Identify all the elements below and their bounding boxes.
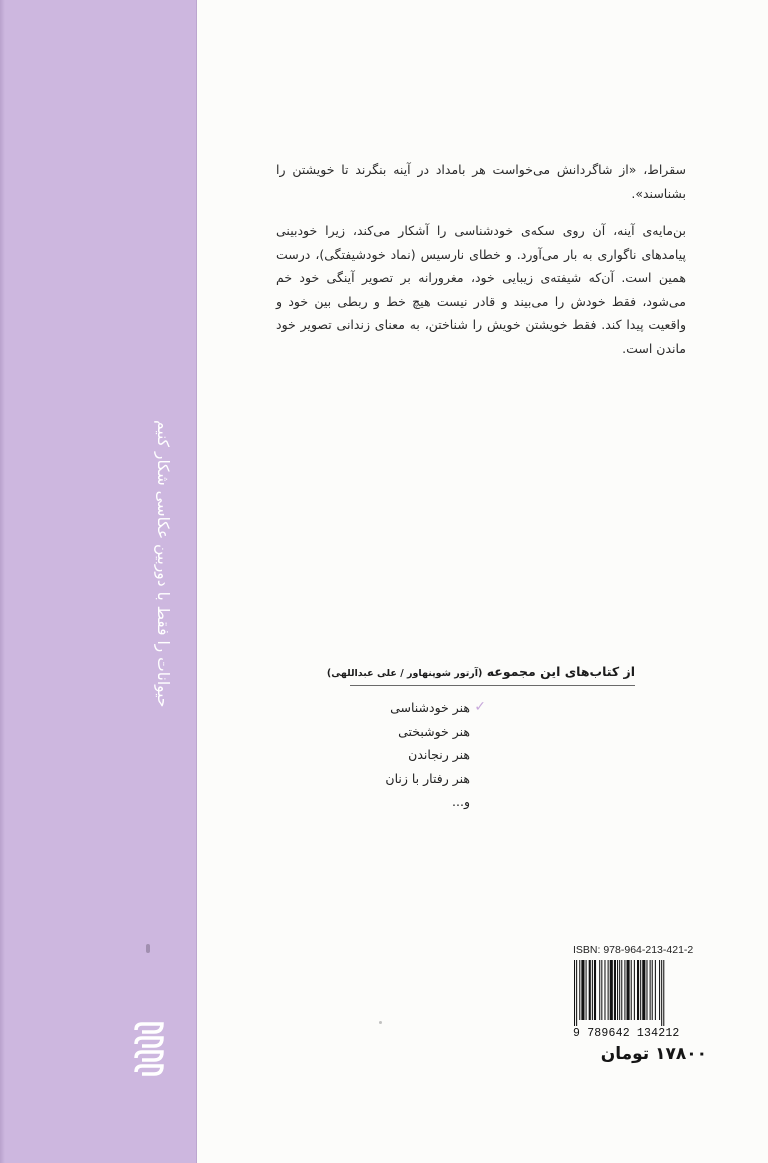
series-heading-underline bbox=[350, 685, 635, 686]
barcode-graphic bbox=[573, 960, 709, 1026]
book-title: هنر خودشناسی bbox=[390, 700, 470, 715]
print-dot bbox=[379, 1021, 382, 1024]
list-item bbox=[350, 720, 470, 744]
print-speck bbox=[146, 944, 150, 953]
series-heading bbox=[326, 664, 635, 679]
list-item bbox=[350, 767, 470, 791]
list-item bbox=[350, 696, 486, 720]
book-title: هنر رنجاندن bbox=[408, 747, 470, 762]
book-title: هنر خوشبختی bbox=[398, 723, 470, 739]
purple-spine-band bbox=[0, 0, 197, 1163]
check-icon: ✓ bbox=[474, 699, 486, 715]
publisher-logo-icon bbox=[132, 1020, 168, 1080]
barcode-digits: 9 789642 134212 bbox=[573, 1027, 680, 1040]
series-list-block bbox=[326, 664, 635, 814]
mirror-paragraph: بن‌مایه‌ی آینه، آن روی سکه‌ی خودشناسی را آشکار می‌کند، زیرا خودبینی پیامدهای ناگواری به بار می‌آورد. و خطای نارسیس (نماد خودشیفتگی)، درست همین است. آن‌که شیفته‌ی زیبایی خود، مغرورانه بر تصویر آینگی خود خم می‌شود، فقط خودش را می‌بیند و قادر نیست هیچ خط و ربطی بین خود و واقعیت پیدا کند. فقط خویشتن خویش را شناختن، به معنای زندانی تصویر خود ماندن است. bbox=[276, 223, 686, 356]
list-item bbox=[350, 743, 470, 767]
list-item bbox=[350, 790, 470, 814]
series-author-translator: (آرتور شوپنهاور / علی عبداللهی) bbox=[326, 668, 483, 679]
socrates-quote: سقراط، «از شاگردانش می‌خواست هر بامداد در آینه بنگرند تا خویشتن را بشناسند». bbox=[276, 162, 686, 201]
book-title: هنر رفتار با زنان bbox=[385, 770, 470, 786]
spine-title: حیوانات را فقط با دوربین عکاسی شکار کنیم bbox=[154, 420, 172, 708]
series-title-text: از کتاب‌های این مجموعه bbox=[486, 664, 635, 679]
series-books bbox=[350, 696, 635, 814]
book-title: و... bbox=[452, 794, 470, 809]
spine-edge-shading bbox=[0, 0, 5, 1163]
back-cover-description bbox=[276, 158, 686, 360]
isbn-label: ISBN: 978-964-213-421-2 bbox=[573, 944, 694, 956]
barcode-block bbox=[573, 944, 709, 1040]
price-label: ۱۷۸۰۰ تومان bbox=[600, 1044, 707, 1064]
